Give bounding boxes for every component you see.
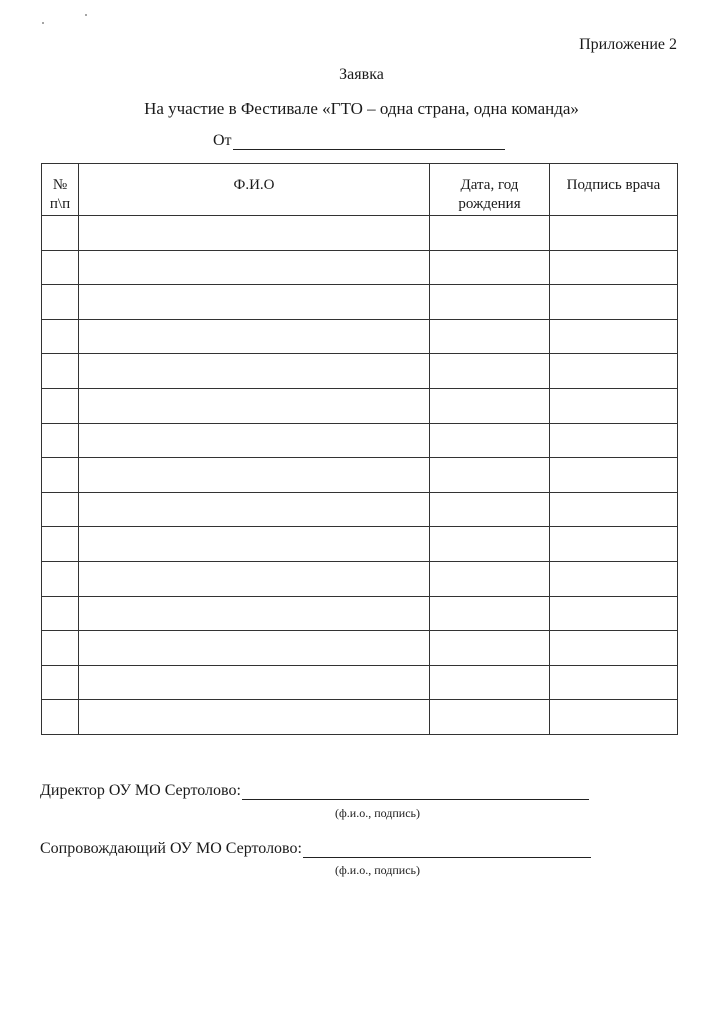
birthdate-cell[interactable] (430, 423, 550, 458)
birthdate-cell[interactable] (430, 354, 550, 389)
column-header-name-line1: Ф.И.О (233, 177, 275, 193)
number-cell[interactable] (42, 250, 79, 285)
escort-signature-field (40, 840, 591, 858)
table-row (42, 561, 678, 596)
birthdate-cell[interactable] (430, 596, 550, 631)
number-cell[interactable] (42, 527, 79, 562)
column-header-birthdate (430, 164, 550, 216)
director-signature-field (40, 782, 589, 800)
table-row (42, 596, 678, 631)
table-row (42, 285, 678, 320)
name-cell[interactable] (79, 285, 430, 320)
table-row (42, 631, 678, 666)
number-cell[interactable] (42, 354, 79, 389)
birthdate-cell[interactable] (430, 458, 550, 493)
number-cell[interactable] (42, 319, 79, 354)
column-header-doctor-signature-line1: Подпись врача (566, 177, 661, 193)
table-row (42, 354, 678, 389)
birthdate-cell[interactable] (430, 527, 550, 562)
number-cell[interactable] (42, 665, 79, 700)
doctor-signature-cell[interactable] (550, 700, 678, 735)
number-cell[interactable] (42, 492, 79, 527)
document-subtitle: На участие в Фестивале «ГТО – одна страна, одна команда» (144, 99, 579, 118)
doctor-signature-cell[interactable] (550, 216, 678, 251)
birthdate-cell[interactable] (430, 250, 550, 285)
doctor-signature-cell[interactable] (550, 561, 678, 596)
director-label: Директор ОУ МО Сертолово: (40, 782, 241, 799)
number-cell[interactable] (42, 388, 79, 423)
doctor-signature-cell[interactable] (550, 388, 678, 423)
birthdate-cell[interactable] (430, 285, 550, 320)
number-cell[interactable] (42, 458, 79, 493)
doctor-signature-cell[interactable] (550, 492, 678, 527)
table-header-row (42, 164, 678, 216)
number-cell[interactable] (42, 631, 79, 666)
document-title: Заявка (339, 66, 384, 83)
doctor-signature-cell[interactable] (550, 319, 678, 354)
birthdate-cell[interactable] (430, 665, 550, 700)
table-row (42, 458, 678, 493)
from-field (213, 132, 505, 150)
table-row (42, 250, 678, 285)
table-row (42, 216, 678, 251)
birthdate-cell[interactable] (430, 631, 550, 666)
name-cell[interactable] (79, 527, 430, 562)
column-header-number-line1: № (52, 177, 68, 193)
birthdate-cell[interactable] (430, 492, 550, 527)
number-cell[interactable] (42, 216, 79, 251)
table-row (42, 527, 678, 562)
name-cell[interactable] (79, 492, 430, 527)
name-cell[interactable] (79, 561, 430, 596)
column-header-doctor-signature (550, 164, 678, 216)
appendix-label: Приложение 2 (579, 36, 677, 53)
scan-speck (85, 14, 87, 16)
director-signature-line[interactable] (242, 782, 589, 800)
name-cell[interactable] (79, 388, 430, 423)
doctor-signature-cell[interactable] (550, 423, 678, 458)
column-header-birthdate-line2: рождения (458, 196, 521, 212)
doctor-signature-cell[interactable] (550, 527, 678, 562)
doctor-signature-cell[interactable] (550, 354, 678, 389)
column-header-number (42, 164, 79, 216)
escort-label: Сопровождающий ОУ МО Сертолово: (40, 840, 302, 857)
doctor-signature-cell[interactable] (550, 285, 678, 320)
name-cell[interactable] (79, 665, 430, 700)
birthdate-cell[interactable] (430, 388, 550, 423)
from-blank-line[interactable] (233, 132, 505, 150)
name-cell[interactable] (79, 319, 430, 354)
number-cell[interactable] (42, 700, 79, 735)
table-row (42, 700, 678, 735)
birthdate-cell[interactable] (430, 561, 550, 596)
number-cell[interactable] (42, 596, 79, 631)
name-cell[interactable] (79, 596, 430, 631)
birthdate-cell[interactable] (430, 319, 550, 354)
number-cell[interactable] (42, 561, 79, 596)
number-cell[interactable] (42, 423, 79, 458)
birthdate-cell[interactable] (430, 700, 550, 735)
number-cell[interactable] (42, 285, 79, 320)
table-row (42, 423, 678, 458)
name-cell[interactable] (79, 700, 430, 735)
name-cell[interactable] (79, 458, 430, 493)
name-cell[interactable] (79, 354, 430, 389)
name-cell[interactable] (79, 250, 430, 285)
name-cell[interactable] (79, 423, 430, 458)
name-cell[interactable] (79, 216, 430, 251)
doctor-signature-cell[interactable] (550, 458, 678, 493)
table-row (42, 665, 678, 700)
table-row (42, 319, 678, 354)
escort-signature-hint: (ф.и.о., подпись) (335, 863, 421, 877)
doctor-signature-cell[interactable] (550, 596, 678, 631)
scan-speck (42, 22, 44, 24)
director-signature-hint: (ф.и.о., подпись) (335, 806, 421, 820)
from-label: От (213, 132, 232, 149)
birthdate-cell[interactable] (430, 216, 550, 251)
participants-table (41, 163, 678, 735)
table-row (42, 388, 678, 423)
doctor-signature-cell[interactable] (550, 665, 678, 700)
column-header-number-line2: п\п (49, 196, 71, 212)
column-header-name (79, 164, 430, 216)
column-header-birthdate-line1: Дата, год (460, 177, 519, 193)
name-cell[interactable] (79, 631, 430, 666)
table-body (42, 216, 678, 735)
escort-signature-line[interactable] (303, 840, 591, 858)
doctor-signature-cell[interactable] (550, 631, 678, 666)
doctor-signature-cell[interactable] (550, 250, 678, 285)
table-row (42, 492, 678, 527)
